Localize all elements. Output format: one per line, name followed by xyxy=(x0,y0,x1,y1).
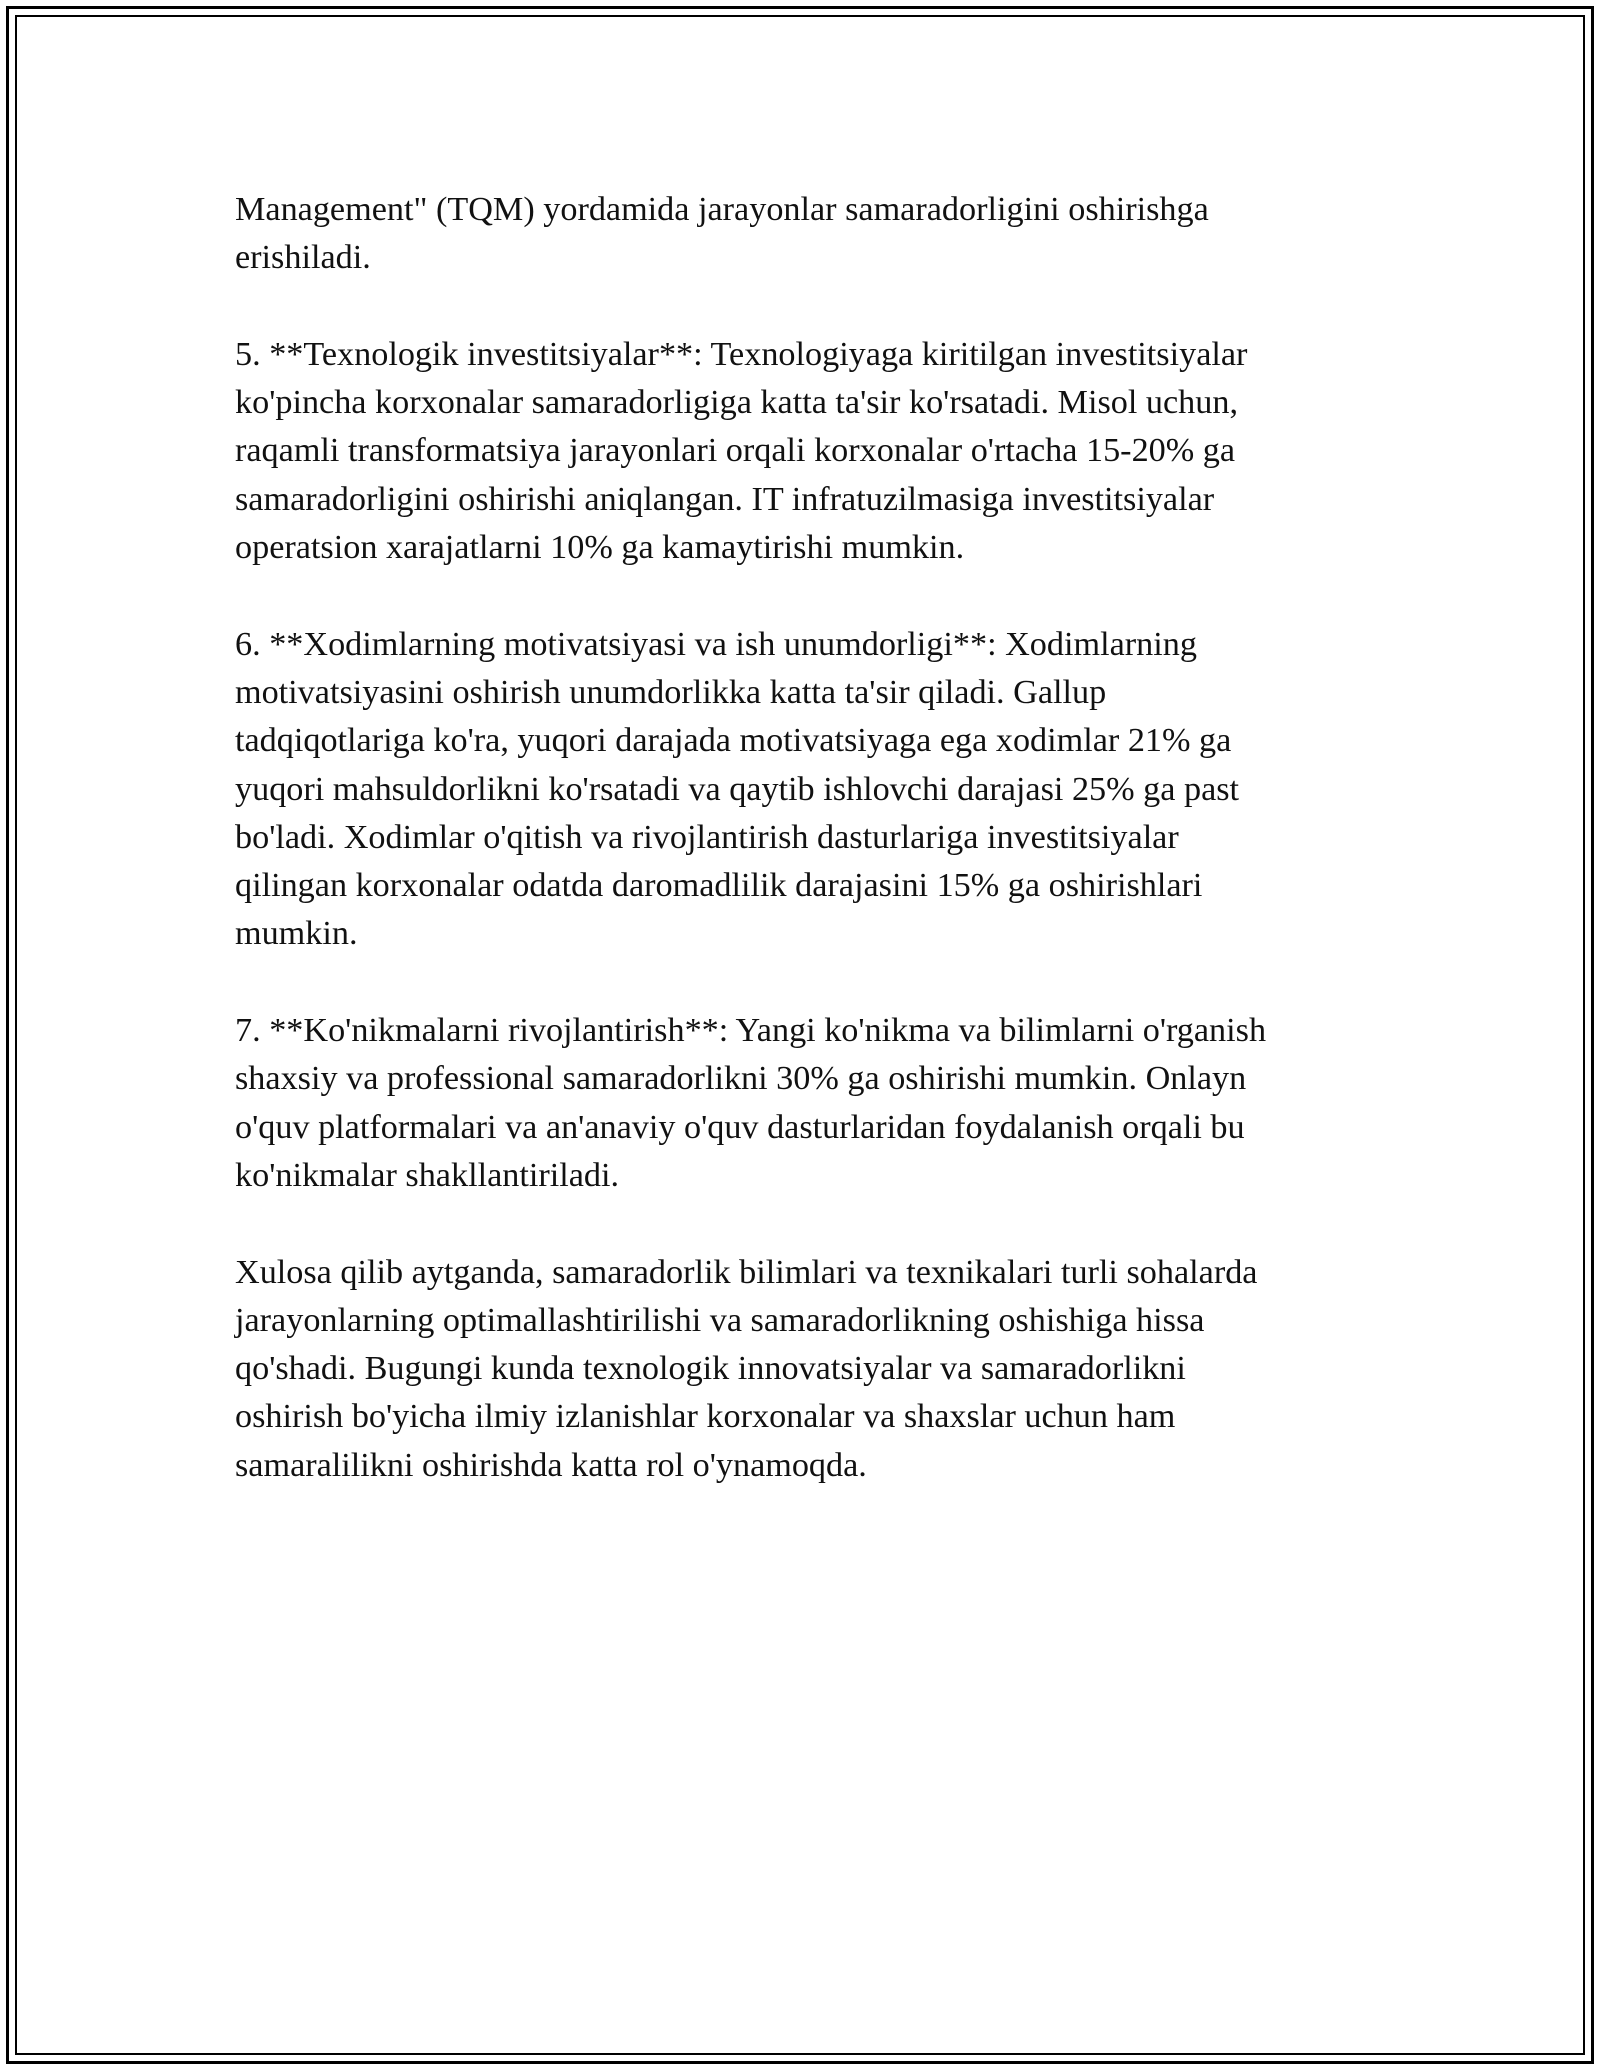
text-line: yuqori mahsuldorlikni ko'rsatadi va qaytib ishlovchi darajasi 25% ga past xyxy=(235,770,1240,808)
text-line: qilingan korxonalar odatda daromadlilik darajasini 15% ga oshirishlari xyxy=(235,867,1203,905)
text-line: mumkin. xyxy=(235,915,358,953)
text-line: 6. **Xodimlarning motivatsiyasi va ish unumdorligi**: Xodimlarning xyxy=(235,625,1197,663)
text-line: bo'ladi. Xodimlar o'qitish va rivojlantirish dasturlariga investitsiyalar xyxy=(235,818,1179,856)
paragraph-tqm-continuation xyxy=(235,186,1375,283)
document-body xyxy=(235,186,1375,1538)
text-line: ko'nikmalar shakllantiriladi. xyxy=(235,1156,620,1194)
text-line: 7. **Ko'nikmalarni rivojlantirish**: Yangi ko'nikma va bilimlarni o'rganish xyxy=(235,1012,1267,1050)
paragraph-conclusion xyxy=(235,1249,1375,1490)
paragraph-skills-development xyxy=(235,1007,1375,1200)
text-line: operatsion xarajatlarni 10% ga kamaytirishi mumkin. xyxy=(235,529,965,567)
text-line: oshirish bo'yicha ilmiy izlanishlar korxonalar va shaxslar uchun ham xyxy=(235,1398,1176,1436)
text-line: jarayonlarning optimallashtirilishi va samaradorlikning oshishiga hissa xyxy=(235,1301,1205,1339)
paragraph-technology-investments xyxy=(235,331,1375,572)
text-line: motivatsiyasini oshirish unumdorlikka katta ta'sir qiladi. Gallup xyxy=(235,673,1107,711)
text-line: samaradorligini oshirishi aniqlangan. IT infratuzilmasiga investitsiyalar xyxy=(235,480,1215,518)
text-line: Xulosa qilib aytganda, samaradorlik bilimlari va texnikalari turli sohalarda xyxy=(235,1253,1258,1291)
text-line: qo'shadi. Bugungi kunda texnologik innovatsiyalar va samaradorlikni xyxy=(235,1350,1186,1388)
text-line: shaxsiy va professional samaradorlikni 30% ga oshirishi mumkin. Onlayn xyxy=(235,1060,1247,1098)
text-line: Management" (TQM) yordamida jarayonlar samaradorligini oshirishga xyxy=(235,191,1209,228)
text-line: samaralilikni oshirishda katta rol o'ynamoqda. xyxy=(235,1446,867,1484)
text-line: o'quv platformalari va an'anaviy o'quv dasturlaridan foydalanish orqali bu xyxy=(235,1108,1245,1146)
text-line: raqamli transformatsiya jarayonlari orqali korxonalar o'rtacha 15-20% ga xyxy=(235,432,1236,470)
text-line: 5. **Texnologik investitsiyalar**: Texnologiyaga kiritilgan investitsiyalar xyxy=(235,335,1248,373)
text-line: erishiladi. xyxy=(235,239,371,277)
text-line: ko'pincha korxonalar samaradorligiga katta ta'sir ko'rsatadi. Misol uchun, xyxy=(235,384,1238,422)
text-line: tadqiqotlariga ko'ra, yuqori darajada motivatsiyaga ega xodimlar 21% ga xyxy=(235,722,1232,760)
paragraph-employee-motivation xyxy=(235,621,1375,959)
